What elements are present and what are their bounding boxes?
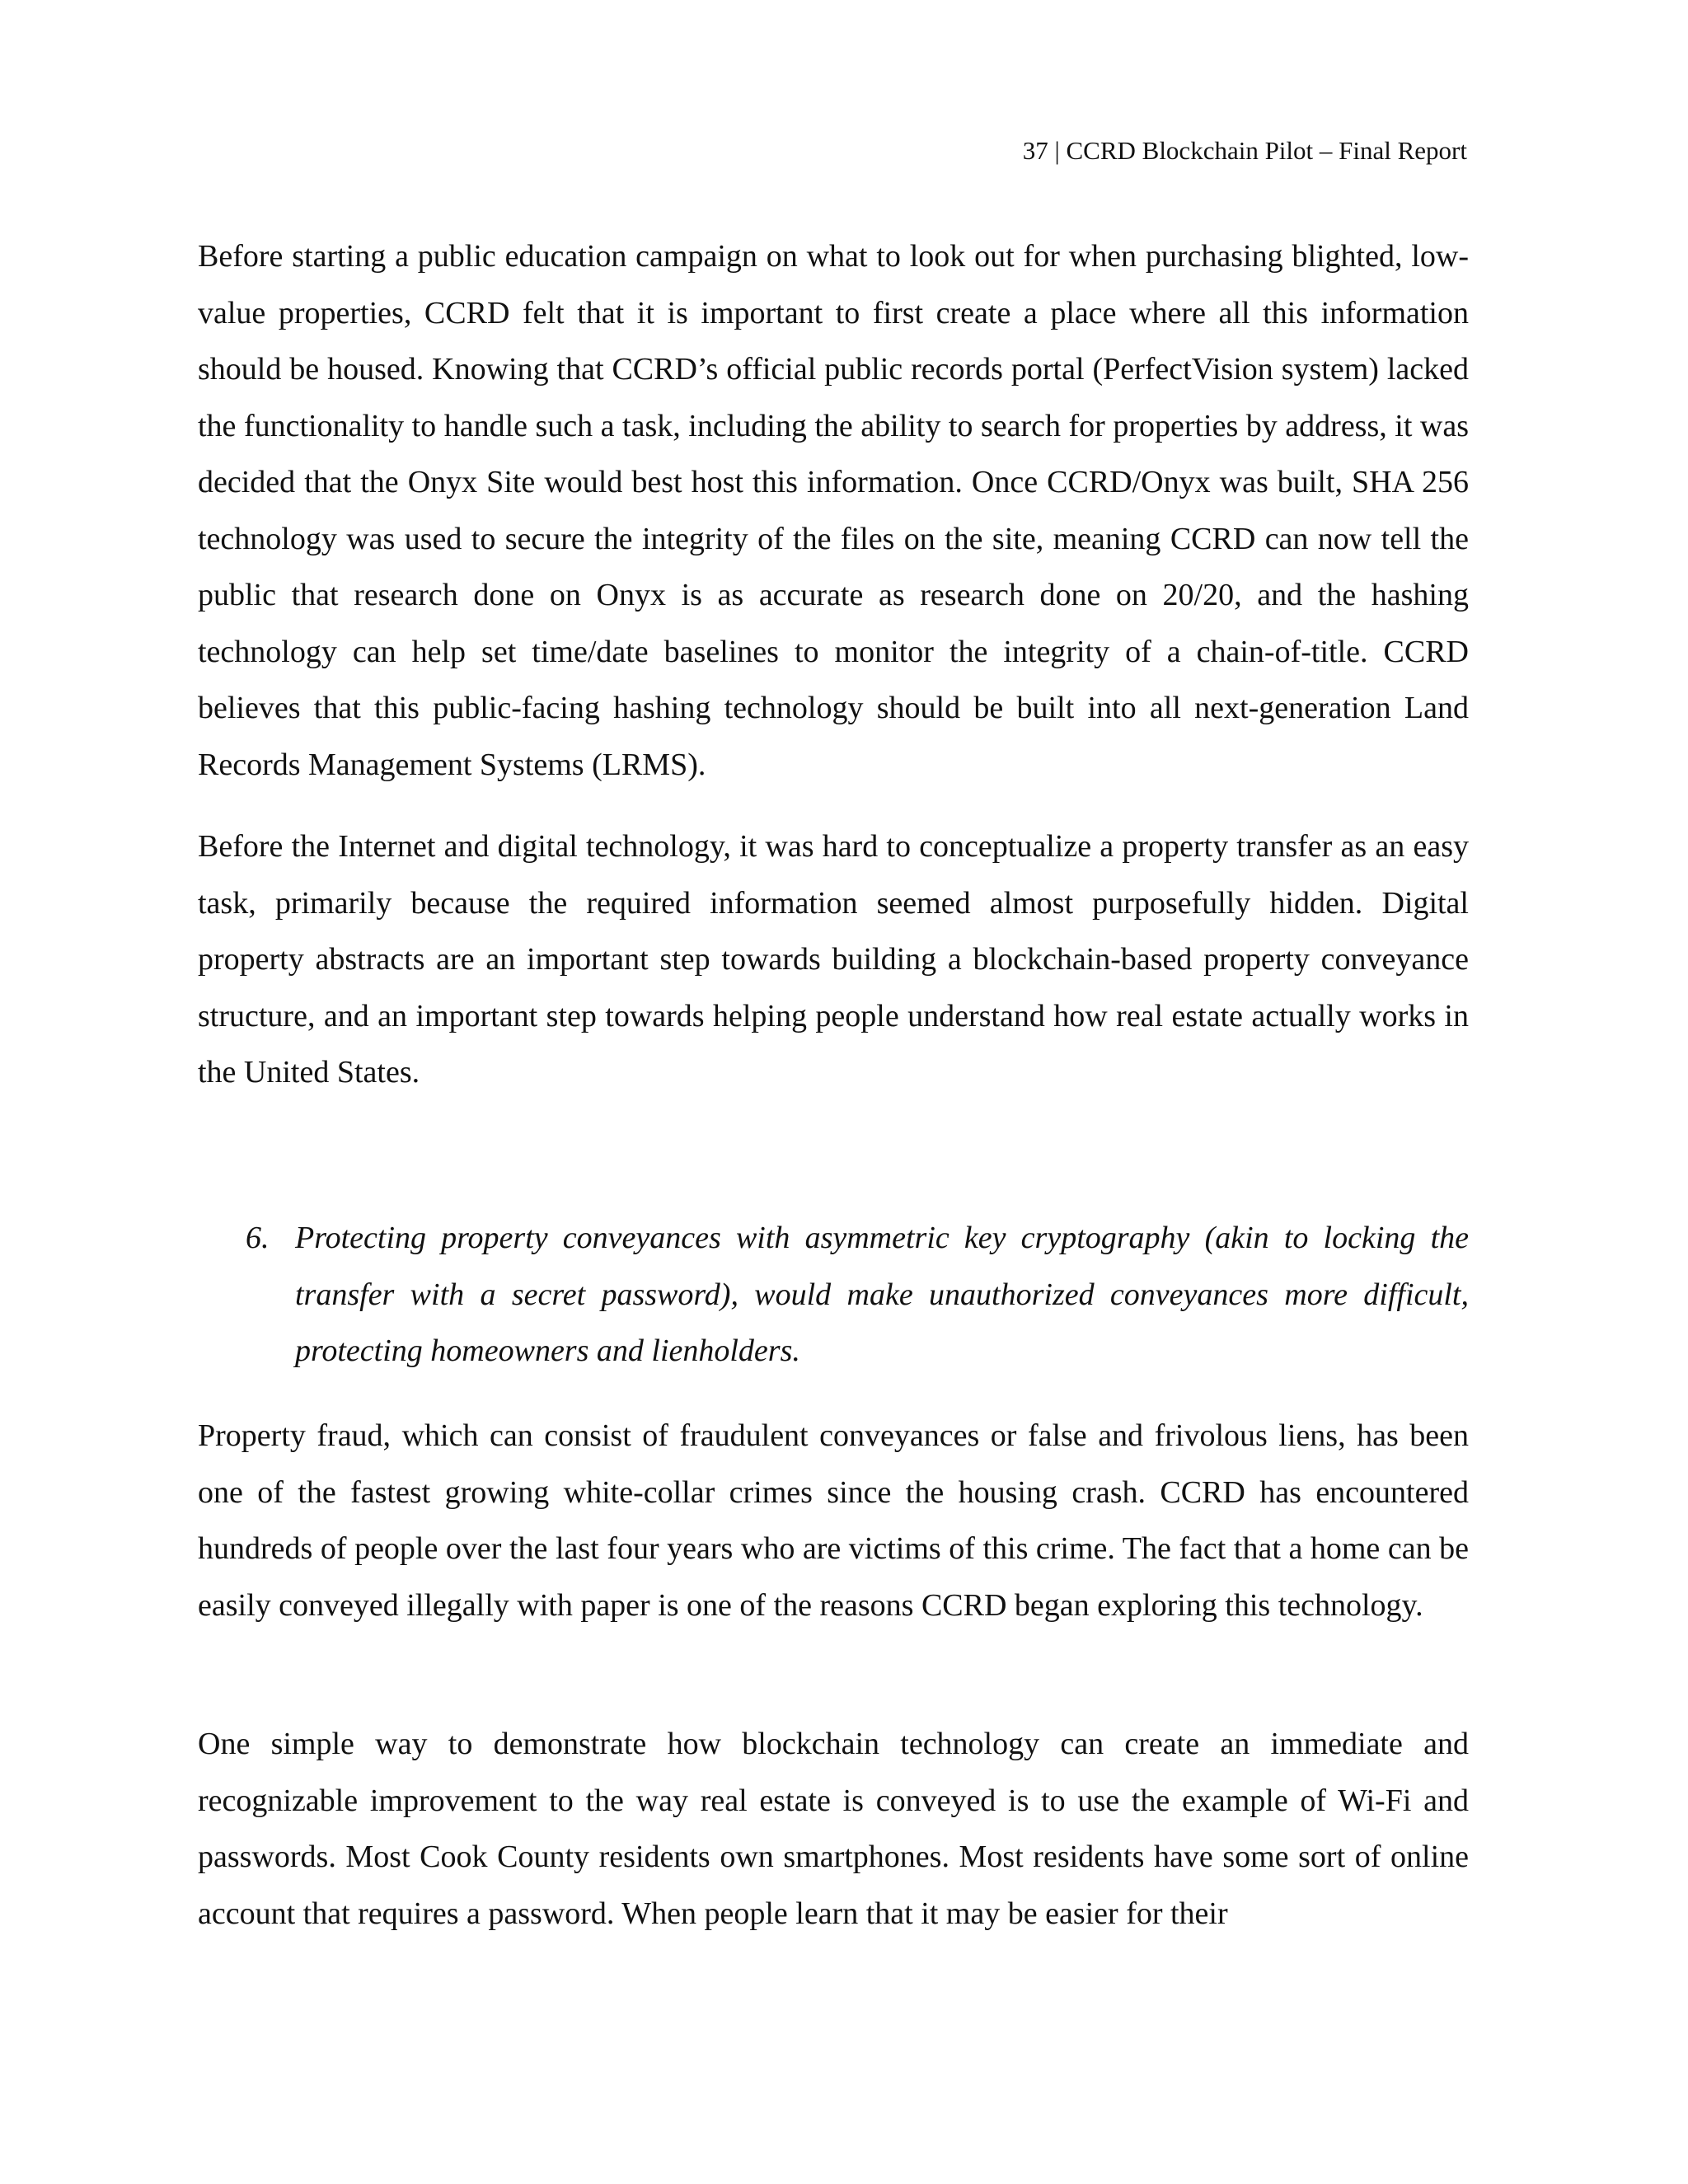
body-paragraph: Before the Internet and digital technology, it was hard to conceptualize a property transfer as an easy task, primarily because the required information seemed almost purposefully hidden. Digital property abstracts are an important step towards building a blockchain-based property conveyance structure, and an important step towards helping people understand how real estate actually works in the United States. [198,829,1469,1090]
body-paragraph: Before starting a public education campaign on what to look out for when purchasing blighted, low-value properties, CCRD felt that it is important to first create a place where all this information should be housed. Knowing that CCRD’s official public records portal (PerfectVision system) lacked the functionality to handle such a task, including the ability to search for properties by address, it was decided that the Onyx Site would best host this information. Once CCRD/Onyx was built, SHA 256 technology was used to secure the integrity of the files on the site, meaning CCRD can now tell the public that research done on Onyx is as accurate as research done on 20/20, and the hashing technology can help set time/date baselines to monitor the integrity of a chain-of-title. CCRD believes that this public-facing hashing technology should be built into all next-generation Land Records Management Systems (LRMS). [198,239,1469,782]
item-number: 6. [246,1221,270,1255]
body-paragraph: Property fraud, which can consist of fraudulent conveyances or false and frivolous liens, has been one of the fastest growing white-collar crimes since the housing crash. CCRD has encountered hundreds of people over the last four years who are victims of this crime. The fact that a home can be easily conveyed illegally with paper is one of the reasons CCRD began exploring this technology. [198,1418,1469,1623]
finding-text: Protecting property conveyances with asymmetric key cryptography (akin to locking the transfer with a secret password), would make unauthorized conveyances more difficult, protecting homeowners and lienholders. [295,1221,1469,1368]
numbered-finding [246,1210,1469,1380]
running-header: 37 | CCRD Blockchain Pilot – Final Report [1022,136,1467,165]
body-paragraph: One simple way to demonstrate how blockchain technology can create an immediate and recognizable improvement to the way real estate is conveyed is to use the example of Wi-Fi and passwords. Most Cook County residents own smartphones. Most residents have some sort of online account that requires a password. When people learn that it may be easier for their [198,1727,1469,1931]
